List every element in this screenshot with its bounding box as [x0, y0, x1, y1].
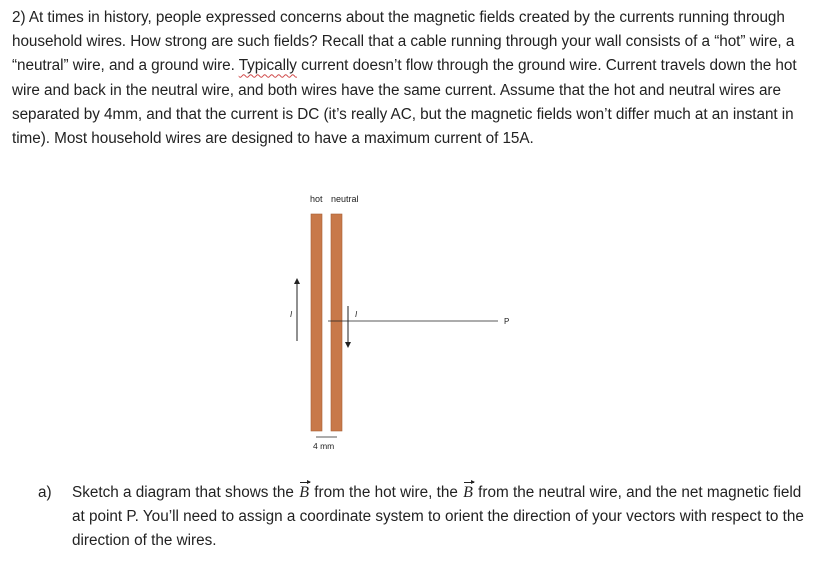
separation-label: 4 mm: [313, 441, 335, 451]
hot-current-label: I: [290, 310, 293, 319]
wire-diagram: [280, 188, 540, 458]
spellcheck-flagged-word: Typically: [238, 57, 297, 75]
part-a-text-3: from the neutral wire, and the net magnetic field at point P. You’ll need to assign a coordinate system to orient the direction of your vectors with respect to the direction of the wires.: [72, 484, 804, 550]
part-a-question: [38, 481, 808, 554]
part-a-text-1: Sketch a diagram that shows the: [72, 484, 299, 501]
neutral-wire: [331, 214, 342, 431]
point-p-label: P: [504, 317, 510, 326]
part-a-text-2: from the hot wire, the: [309, 484, 463, 501]
problem-text-after: current doesn’t flow through the ground wire. Current travels down the hot wire and back in the neutral wire, and both wires have the same current. Assume that the hot and neutral wires are separated by 4mm, and that the current is DC (it’s really AC, but the magnetic fields won’t differ much at an instant in time). Most household wires are designed to have a maximum current of 15A.: [12, 57, 797, 148]
vector-b-symbol: B: [462, 481, 474, 505]
neutral-wire-label: neutral: [331, 194, 359, 204]
neutral-current-label: I: [355, 310, 358, 319]
vector-b-symbol: B: [298, 481, 310, 505]
hot-wire: [311, 214, 322, 431]
part-a-body: [72, 481, 808, 554]
part-a-label: a): [38, 484, 52, 501]
hot-wire-label: hot: [310, 194, 323, 204]
problem-statement: [12, 6, 812, 151]
problem-text-before: 2) At times in history, people expressed concerns about the magnetic fields created by the currents running through household wires. How strong are such fields? Recall that a cable running through your wall consists of a “hot” wire, a “neutral” wire, and a ground wire.: [12, 9, 795, 75]
